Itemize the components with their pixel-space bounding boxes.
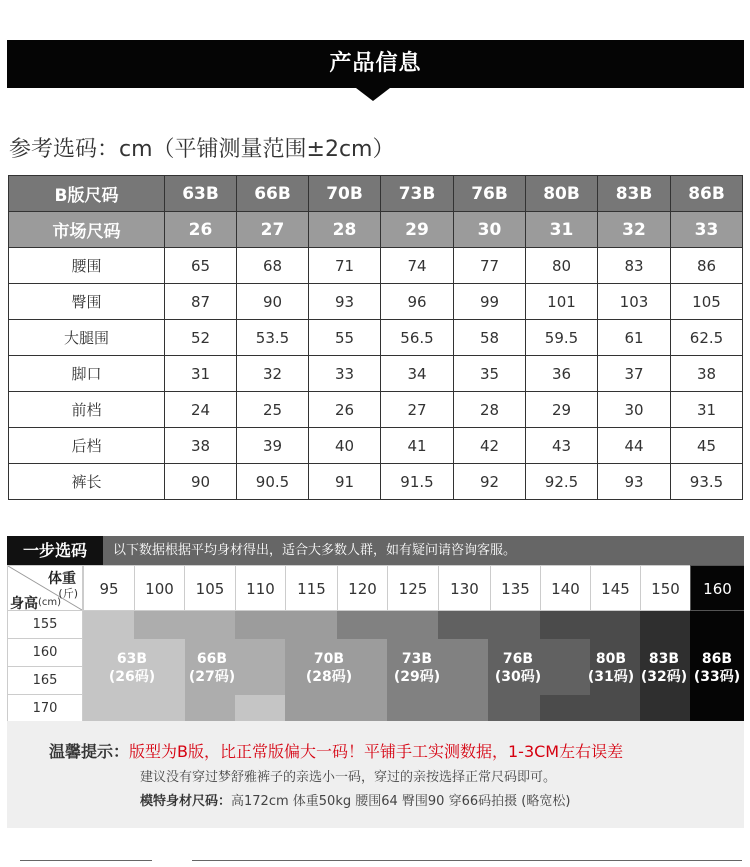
table-row bbox=[9, 428, 743, 464]
size-zone-label bbox=[299, 650, 359, 686]
table-cell: 92.5 bbox=[526, 464, 598, 500]
table-cell: 86B bbox=[671, 176, 743, 212]
height-unit: (cm) bbox=[38, 597, 62, 608]
table-cell: 71 bbox=[309, 248, 381, 284]
table-cell: 43 bbox=[526, 428, 598, 464]
model-info-line bbox=[140, 790, 570, 809]
table-cell: 41 bbox=[381, 428, 454, 464]
step-selection-description: 以下数据根据平均身材得出，适合大多数人群，如有疑问请咨询客服。 bbox=[113, 543, 517, 558]
table-cell: 28 bbox=[454, 392, 526, 428]
table-cell: 26 bbox=[309, 392, 381, 428]
table-cell: 52 bbox=[165, 320, 237, 356]
row-label: 前档 bbox=[9, 392, 165, 428]
step-selection-bar bbox=[7, 536, 744, 565]
row-label: 大腿围 bbox=[9, 320, 165, 356]
size-zone-block bbox=[134, 611, 235, 639]
zone-market-size: (28码) bbox=[305, 669, 353, 685]
weight-header-cell: 125 bbox=[387, 565, 438, 611]
weight-header-cell: 110 bbox=[235, 565, 285, 611]
table-cell: 30 bbox=[454, 212, 526, 248]
zone-market-size: (31码) bbox=[587, 669, 635, 685]
table-cell: 93 bbox=[598, 464, 671, 500]
model-info: 高172cm 体重50kg 腰围64 臀围90 穿66码拍摄 (略宽松) bbox=[231, 794, 571, 809]
weight-header-cell: 95 bbox=[83, 565, 134, 611]
table-cell: 74 bbox=[381, 248, 454, 284]
table-cell: 38 bbox=[165, 428, 237, 464]
table-cell: 65 bbox=[165, 248, 237, 284]
zone-size: 73B bbox=[401, 651, 433, 667]
zone-size: 66B bbox=[196, 651, 228, 667]
height-row-cell: 170 bbox=[7, 695, 83, 723]
size-zone-block bbox=[235, 695, 285, 721]
table-cell: 83B bbox=[598, 176, 671, 212]
table-cell: 27 bbox=[237, 212, 309, 248]
table-cell: 35 bbox=[454, 356, 526, 392]
zone-size: 86B bbox=[701, 651, 733, 667]
table-cell: 93.5 bbox=[671, 464, 743, 500]
table-cell: 32 bbox=[598, 212, 671, 248]
weight-header-cell: 100 bbox=[134, 565, 184, 611]
table-cell: 59.5 bbox=[526, 320, 598, 356]
banner-title: 产品信息 bbox=[329, 51, 422, 76]
header-row-b-size bbox=[9, 176, 743, 212]
table-cell: 63B bbox=[165, 176, 237, 212]
table-cell: 29 bbox=[526, 392, 598, 428]
product-info-banner bbox=[7, 40, 744, 88]
size-zone-label bbox=[634, 650, 694, 686]
table-cell: 91.5 bbox=[381, 464, 454, 500]
table-cell: 53.5 bbox=[237, 320, 309, 356]
table-cell: 36 bbox=[526, 356, 598, 392]
table-cell: 40 bbox=[309, 428, 381, 464]
table-cell: 33 bbox=[671, 212, 743, 248]
table-cell: 39 bbox=[237, 428, 309, 464]
weight-header-cell: 135 bbox=[490, 565, 540, 611]
table-cell: 62.5 bbox=[671, 320, 743, 356]
row-label: B版尺码 bbox=[9, 176, 165, 212]
banner-arrow bbox=[356, 88, 390, 101]
table-cell: 96 bbox=[381, 284, 454, 320]
table-cell: 105 bbox=[671, 284, 743, 320]
table-cell: 29 bbox=[381, 212, 454, 248]
table-cell: 24 bbox=[165, 392, 237, 428]
table-cell: 99 bbox=[454, 284, 526, 320]
weight-header-cell: 130 bbox=[438, 565, 490, 611]
table-row bbox=[9, 392, 743, 428]
size-zone-label bbox=[581, 650, 641, 686]
table-cell: 80 bbox=[526, 248, 598, 284]
size-zone-label bbox=[182, 650, 242, 686]
size-zone-label bbox=[102, 650, 162, 686]
table-cell: 44 bbox=[598, 428, 671, 464]
zone-market-size: (33码) bbox=[693, 669, 741, 685]
weight-label: 体重 bbox=[48, 571, 76, 587]
weight-header-cell: 160 bbox=[690, 565, 744, 611]
tips-panel bbox=[7, 721, 744, 828]
weight-header-cell: 140 bbox=[540, 565, 590, 611]
row-label: 后档 bbox=[9, 428, 165, 464]
model-label: 模特身材尺码： bbox=[140, 794, 232, 809]
table-cell: 90 bbox=[237, 284, 309, 320]
table-cell: 31 bbox=[671, 392, 743, 428]
table-cell: 34 bbox=[381, 356, 454, 392]
table-cell: 45 bbox=[671, 428, 743, 464]
table-cell: 32 bbox=[237, 356, 309, 392]
table-cell: 26 bbox=[165, 212, 237, 248]
table-cell: 58 bbox=[454, 320, 526, 356]
table-cell: 68 bbox=[237, 248, 309, 284]
tips-warning: 版型为B版，比正常版偏大一码！平铺手工实测数据，1-3CM左右误差 bbox=[129, 742, 624, 761]
row-label: 臀围 bbox=[9, 284, 165, 320]
table-cell: 92 bbox=[454, 464, 526, 500]
zone-size: 80B bbox=[595, 651, 627, 667]
table-cell: 101 bbox=[526, 284, 598, 320]
size-table bbox=[8, 175, 743, 500]
zone-market-size: (30码) bbox=[494, 669, 542, 685]
table-cell: 38 bbox=[671, 356, 743, 392]
size-zone-block bbox=[540, 695, 590, 721]
table-cell: 42 bbox=[454, 428, 526, 464]
height-row-cell: 155 bbox=[7, 611, 83, 639]
header-row-market-size bbox=[9, 212, 743, 248]
row-label: 脚口 bbox=[9, 356, 165, 392]
row-label: 裤长 bbox=[9, 464, 165, 500]
weight-header-cell: 120 bbox=[337, 565, 387, 611]
table-cell: 90 bbox=[165, 464, 237, 500]
step-selection-label: 一步选码 bbox=[7, 536, 103, 565]
table-cell: 25 bbox=[237, 392, 309, 428]
table-cell: 31 bbox=[526, 212, 598, 248]
table-cell: 27 bbox=[381, 392, 454, 428]
size-zone-block bbox=[235, 639, 285, 695]
table-cell: 28 bbox=[309, 212, 381, 248]
table-row bbox=[9, 464, 743, 500]
table-cell: 103 bbox=[598, 284, 671, 320]
table-cell: 73B bbox=[381, 176, 454, 212]
table-row bbox=[9, 320, 743, 356]
height-row-cell: 160 bbox=[7, 639, 83, 667]
table-row bbox=[9, 248, 743, 284]
table-cell: 86 bbox=[671, 248, 743, 284]
weight-header-cell: 145 bbox=[590, 565, 640, 611]
reference-size-title: 参考选码：cm（平铺测量范围±2cm） bbox=[9, 137, 395, 162]
row-label: 市场尺码 bbox=[9, 212, 165, 248]
height-row-cell: 165 bbox=[7, 667, 83, 695]
zone-market-size: (27码) bbox=[188, 669, 236, 685]
weight-header-cell: 105 bbox=[184, 565, 235, 611]
tips-label: 温馨提示： bbox=[49, 742, 130, 761]
size-zone-block bbox=[235, 611, 337, 639]
zone-size: 63B bbox=[116, 651, 148, 667]
zone-size: 76B bbox=[502, 651, 534, 667]
weight-height-grid bbox=[7, 565, 744, 721]
weight-header-cell: 150 bbox=[640, 565, 690, 611]
tips-advice: 建议没有穿过梦舒雅裤子的亲选小一码，穿过的亲按选择正常尺码即可。 bbox=[140, 770, 557, 785]
table-cell: 61 bbox=[598, 320, 671, 356]
weight-header-cell: 115 bbox=[285, 565, 337, 611]
size-zone-label bbox=[687, 650, 747, 686]
table-cell: 90.5 bbox=[237, 464, 309, 500]
size-zone-label bbox=[387, 650, 447, 686]
height-label: 身高 bbox=[10, 596, 38, 611]
table-cell: 70B bbox=[309, 176, 381, 212]
table-cell: 37 bbox=[598, 356, 671, 392]
table-cell: 91 bbox=[309, 464, 381, 500]
grid-corner-header bbox=[7, 565, 83, 611]
size-zone-block bbox=[337, 611, 440, 639]
zone-size: 70B bbox=[313, 651, 345, 667]
tips-warning-line bbox=[49, 739, 623, 762]
table-row bbox=[9, 356, 743, 392]
footer-divider-right bbox=[192, 860, 742, 861]
row-label: 腰围 bbox=[9, 248, 165, 284]
table-cell: 76B bbox=[454, 176, 526, 212]
table-cell: 93 bbox=[309, 284, 381, 320]
zone-size: 83B bbox=[648, 651, 680, 667]
table-cell: 56.5 bbox=[381, 320, 454, 356]
zone-market-size: (29码) bbox=[393, 669, 441, 685]
table-cell: 87 bbox=[165, 284, 237, 320]
size-zone-block bbox=[438, 611, 540, 639]
zone-market-size: (26码) bbox=[108, 669, 156, 685]
weight-unit: (斤) bbox=[58, 587, 78, 600]
table-cell: 30 bbox=[598, 392, 671, 428]
table-row bbox=[9, 284, 743, 320]
size-zone-label bbox=[488, 650, 548, 686]
table-cell: 83 bbox=[598, 248, 671, 284]
table-cell: 55 bbox=[309, 320, 381, 356]
table-cell: 66B bbox=[237, 176, 309, 212]
table-cell: 33 bbox=[309, 356, 381, 392]
footer-divider-left bbox=[20, 860, 152, 861]
zone-market-size: (32码) bbox=[640, 669, 688, 685]
table-cell: 80B bbox=[526, 176, 598, 212]
table-cell: 31 bbox=[165, 356, 237, 392]
size-zone-block bbox=[540, 611, 590, 639]
table-cell: 77 bbox=[454, 248, 526, 284]
